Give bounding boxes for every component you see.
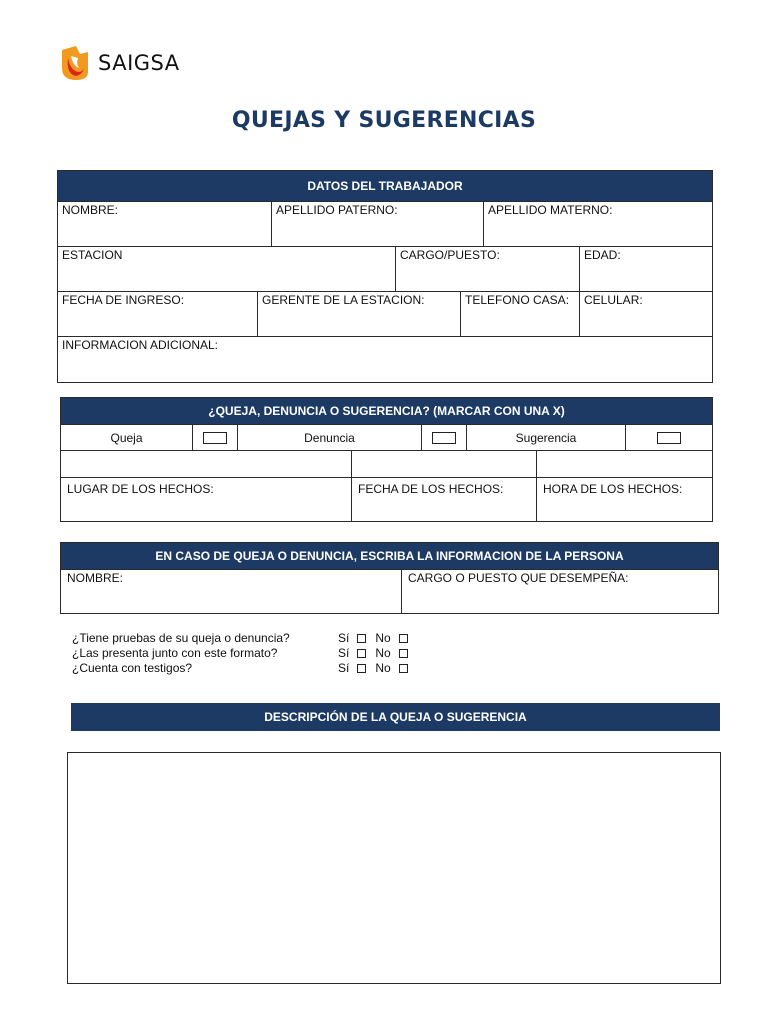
evidence-questions	[72, 631, 408, 676]
person-row	[61, 569, 718, 613]
saigsa-logo	[58, 44, 180, 82]
blank-cell-1[interactable]	[61, 451, 351, 478]
worker-row-2	[58, 246, 712, 292]
no-label: No	[375, 661, 391, 675]
person-section-header: EN CASO DE QUEJA O DENUNCIA, ESCRIBA LA INFORMACION DE LA PERSONA	[61, 543, 718, 569]
edad-label: EDAD:	[584, 248, 621, 262]
question-text: ¿Tiene pruebas de su queja o denuncia?	[72, 631, 290, 645]
page-title: QUEJAS Y SUGERENCIAS	[231, 108, 537, 133]
description-textarea[interactable]	[67, 752, 721, 984]
queja-label: Queja	[110, 431, 143, 445]
estacion-label: ESTACION	[62, 248, 123, 262]
telefono-field[interactable]	[460, 292, 579, 337]
question-row	[72, 646, 408, 661]
denuncia-checkbox[interactable]	[432, 432, 456, 444]
blank-cell-3[interactable]	[536, 451, 712, 478]
queja-checkbox-cell[interactable]	[192, 425, 237, 451]
apellido-materno-field[interactable]	[483, 202, 712, 247]
worker-section-header: DATOS DEL TRABAJADOR	[58, 171, 712, 201]
no-checkbox[interactable]	[399, 649, 408, 658]
sugerencia-checkbox[interactable]	[657, 432, 681, 444]
fecha-hechos-label: FECHA DE LOS HECHOS:	[358, 482, 504, 496]
question-options	[338, 646, 408, 661]
info-adicional-label: INFORMACION ADICIONAL:	[62, 338, 219, 352]
blank-cell-2[interactable]	[351, 451, 536, 478]
yes-checkbox[interactable]	[357, 634, 366, 643]
no-label: No	[375, 646, 391, 660]
type-options-row	[61, 424, 712, 451]
sugerencia-option	[466, 425, 625, 451]
nombre-label: NOMBRE:	[62, 203, 119, 217]
worker-row-1	[58, 201, 712, 247]
person-cargo-field[interactable]	[401, 570, 718, 613]
gerente-field[interactable]	[257, 292, 460, 337]
sugerencia-label: Sugerencia	[515, 431, 577, 445]
no-checkbox[interactable]	[399, 664, 408, 673]
cargo-field[interactable]	[395, 247, 579, 292]
no-label: No	[375, 631, 391, 645]
hora-hechos-field[interactable]	[536, 478, 712, 521]
fecha-hechos-field[interactable]	[351, 478, 536, 521]
cargo-label: CARGO/PUESTO:	[400, 248, 500, 262]
denuncia-option	[237, 425, 421, 451]
edad-field[interactable]	[579, 247, 712, 292]
worker-section	[57, 170, 713, 383]
denuncia-label: Denuncia	[304, 431, 355, 445]
lugar-label: LUGAR DE LOS HECHOS:	[67, 482, 214, 496]
question-row	[72, 631, 408, 646]
denuncia-checkbox-cell[interactable]	[421, 425, 466, 451]
type-section-header: ¿QUEJA, DENUNCIA O SUGERENCIA? (MARCAR CON UNA X)	[61, 398, 712, 424]
apellido-materno-label: APELLIDO MATERNO:	[488, 203, 613, 217]
queja-checkbox[interactable]	[203, 432, 227, 444]
yes-checkbox[interactable]	[357, 649, 366, 658]
yes-checkbox[interactable]	[357, 664, 366, 673]
brand-name: SAIGSA	[98, 51, 180, 75]
question-row	[72, 661, 408, 676]
question-options	[338, 631, 408, 646]
worker-row-3	[58, 291, 712, 337]
celular-field[interactable]	[579, 292, 712, 337]
person-nombre-label: NOMBRE:	[67, 571, 124, 585]
apellido-paterno-field[interactable]	[271, 202, 483, 247]
nombre-field[interactable]	[58, 202, 271, 247]
fecha-ingreso-label: FECHA DE INGRESO:	[62, 293, 185, 307]
person-nombre-field[interactable]	[61, 570, 401, 613]
worker-row-4	[58, 336, 712, 382]
telefono-label: TELEFONO CASA:	[465, 293, 570, 307]
apellido-paterno-label: APELLIDO PATERNO:	[276, 203, 398, 217]
yes-label: Sí	[338, 646, 350, 660]
question-text: ¿Las presenta junto con este formato?	[72, 646, 278, 660]
info-adicional-field[interactable]	[58, 337, 712, 382]
gerente-label: GERENTE DE LA ESTACION:	[262, 293, 425, 307]
question-text: ¿Cuenta con testigos?	[72, 661, 193, 675]
question-options	[338, 661, 408, 676]
type-blank-row	[61, 450, 712, 478]
sugerencia-checkbox-cell[interactable]	[625, 425, 712, 451]
type-details-row	[61, 477, 712, 521]
no-checkbox[interactable]	[399, 634, 408, 643]
fecha-ingreso-field[interactable]	[58, 292, 257, 337]
description-header: DESCRIPCIÓN DE LA QUEJA O SUGERENCIA	[71, 703, 720, 731]
lugar-field[interactable]	[61, 478, 351, 521]
yes-label: Sí	[338, 661, 350, 675]
person-cargo-label: CARGO O PUESTO QUE DESEMPEÑA:	[408, 571, 629, 585]
estacion-field[interactable]	[58, 247, 395, 292]
type-section	[60, 397, 713, 522]
flame-logo-icon	[58, 44, 92, 82]
queja-option	[61, 425, 192, 451]
person-section	[60, 542, 719, 614]
hora-hechos-label: HORA DE LOS HECHOS:	[543, 482, 683, 496]
celular-label: CELULAR:	[584, 293, 643, 307]
yes-label: Sí	[338, 631, 350, 645]
